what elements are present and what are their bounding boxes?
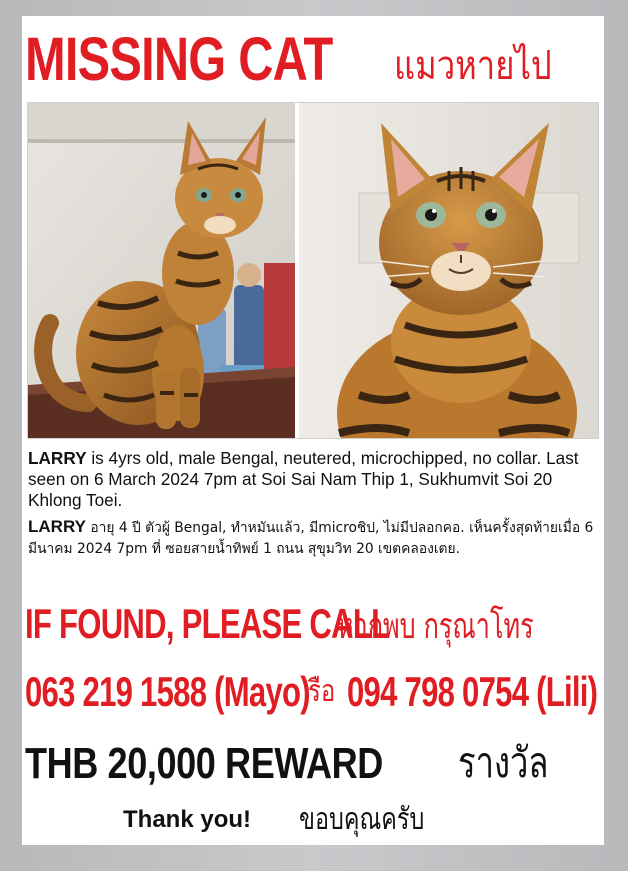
- cat-photo-sitting: [28, 103, 295, 438]
- title-thai: แมวหายไป: [394, 43, 552, 89]
- or-thai: รือ: [308, 674, 336, 709]
- call-thai: หากพบ กรุณาโทร: [337, 606, 534, 647]
- description-thai: [28, 516, 598, 560]
- phone-number-lili: 094 798 0754 (Lili): [347, 668, 598, 715]
- cat-name-thai-section: LARRY: [28, 517, 86, 536]
- phone-number-mayo: 063 219 1588 (Mayo): [25, 668, 310, 715]
- description-thai-text: อายุ 4 ปี ตัวผู้ Bengal, ทำหมันแล้ว, มีmicroชิป, ไม่มีปลอกคอ. เห็นครั้งสุดท้ายเมื่อ 6 มีนาคม 2024 7pm ที่ ซอยสายน้ำทิพย์ 1 ถนน สุขุมวิท 20 เขตคลองเตย.: [28, 520, 594, 557]
- description-english: [28, 448, 598, 511]
- thank-you-thai: ขอบคุณครับ: [299, 802, 425, 837]
- call-instructions: [22, 596, 604, 652]
- reward-thai: รางวัล: [458, 738, 549, 787]
- phone-numbers: [22, 664, 604, 720]
- reward-line: [22, 734, 604, 794]
- cat-photos: [27, 102, 599, 439]
- title-english: MISSING CAT: [25, 25, 333, 93]
- reward-english: THB 20,000 REWARD: [25, 739, 383, 788]
- thank-you-english: Thank you!: [123, 806, 252, 833]
- cat-photo-portrait: [299, 103, 598, 438]
- call-english: IF FOUND, PLEASE CALL: [25, 600, 390, 647]
- cat-name-english: LARRY: [28, 448, 87, 468]
- missing-cat-poster: [22, 16, 604, 845]
- description-english-text: is 4yrs old, male Bengal, neutered, microchipped, no collar. Last seen on 6 March 2024 7pm at Soi Sai Nam Thip 1, Sukhumvit Soi 20 Khlong Toei.: [28, 448, 579, 510]
- thank-you-line: [22, 800, 604, 840]
- poster-header: [22, 18, 604, 102]
